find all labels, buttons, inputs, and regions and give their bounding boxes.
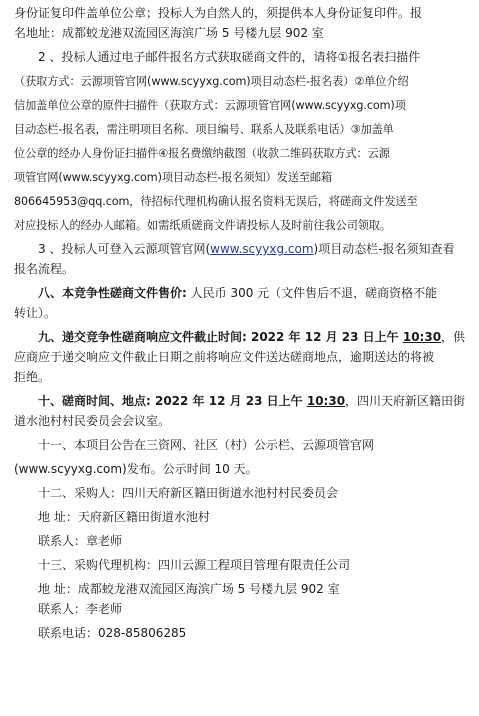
s9-line-3: 拒绝。 bbox=[14, 370, 51, 384]
p2-line-5: 位公章的经办人身份证扫描件④报名费缴纳截图（收款二维码获取方式：云源 bbox=[14, 147, 390, 160]
s12-address: 地 址：天府新区籍田街道水池村 bbox=[38, 510, 210, 524]
s12-contact: 联系人：章老师 bbox=[38, 534, 123, 548]
s13-contact: 联系人：李老师 bbox=[38, 602, 123, 616]
s8-heading: 八、本竞争性磋商文件售价: bbox=[38, 286, 187, 300]
p2-line-3: 信加盖单位公章的原件扫描件（获取方式：云源项管官网(www.scyyxg.com)项 bbox=[14, 99, 406, 112]
s12-heading: 十二、采购人：四川天府新区籍田街道水池村村民委员会 bbox=[38, 486, 339, 500]
s13-phone: 联系电话：028-85806285 bbox=[38, 626, 187, 640]
p1-line-1: 身份证复印件盖单位公章；投标人为自然人的，须提供本人身份证复印件。报 bbox=[14, 6, 423, 20]
s8-text: 人民币 300 元（文件售后不退，磋商资格不能 bbox=[186, 286, 438, 300]
s8-line-1 bbox=[14, 286, 465, 301]
p2-line-2: （获取方式：云源项管官网(www.scyyxg.com)项目动态栏-报名表）②单位介绍 bbox=[14, 75, 409, 88]
s11-line-1: 十一、本项目公告在三资网、社区（村）公示栏、云源项管官网 bbox=[38, 438, 375, 452]
s9-line-1 bbox=[14, 330, 465, 345]
s8-line-2: 转让）。 bbox=[14, 306, 57, 320]
s9-heading: 九、递交竞争性磋商响应文件截止时间: 2022 年 12 月 23 日上午 bbox=[38, 330, 403, 344]
p2-line-4: 目动态栏-报名表，需注明项目名称、项目编号、联系人及联系电话）③加盖单 bbox=[14, 123, 394, 136]
s10-line-2: 道水池村村民委员会会议室。 bbox=[14, 414, 171, 428]
p3-prefix: 3 、投标人可登入云源项管官网( bbox=[38, 242, 211, 256]
s10-time: 10:30 bbox=[306, 394, 346, 408]
p3-line-2: 报名流程。 bbox=[14, 262, 75, 276]
p1-line-2: 名地址：成都蛟龙港双流园区海滨广场 5 号楼九层 902 室 bbox=[14, 26, 324, 40]
s13-address: 地 址：成都蛟龙港双流园区海滨广场 5 号楼九层 902 室 bbox=[38, 582, 340, 596]
s9-text: ，供 bbox=[441, 330, 466, 344]
s9-line-2: 应商应于递交响应文件截止日期之前将响应文件送达磋商地点，逾期送达的将被 bbox=[14, 350, 435, 364]
s10-text: ，四川天府新区籍田街 bbox=[345, 394, 466, 408]
s10-line-1 bbox=[14, 394, 465, 409]
website-link[interactable]: www.scyyxg.com bbox=[210, 242, 314, 256]
p2-line-7: 806645953@qq.com，待招标代理机构确认报名资料无误后，将磋商文件发送至 bbox=[14, 195, 418, 208]
s11-line-2: (www.scyyxg.com)发布。公示时间 10 天。 bbox=[14, 462, 258, 476]
p3-line-1 bbox=[14, 242, 465, 257]
s13-heading: 十三、采购代理机构：四川云源工程项目管理有限责任公司 bbox=[38, 558, 351, 572]
p2-line-6: 项管官网(www.scyyxg.com)项目动态栏-报名须知）发送至邮箱 bbox=[14, 171, 333, 184]
s10-heading: 十、磋商时间、地点: 2022 年 12 月 23 日上午 bbox=[38, 394, 307, 408]
s9-time: 10:30 bbox=[402, 330, 442, 344]
p2-line-1: 2 、投标人通过电子邮件报名方式获取磋商文件的，请将①报名表扫描件 bbox=[38, 50, 421, 64]
p2-line-8: 对应投标人的经办人邮箱。如需纸质磋商文件请投标人及时前往我公司领取。 bbox=[14, 219, 391, 232]
p3-suffix: )项目动态栏-报名须知查看 bbox=[313, 242, 455, 256]
